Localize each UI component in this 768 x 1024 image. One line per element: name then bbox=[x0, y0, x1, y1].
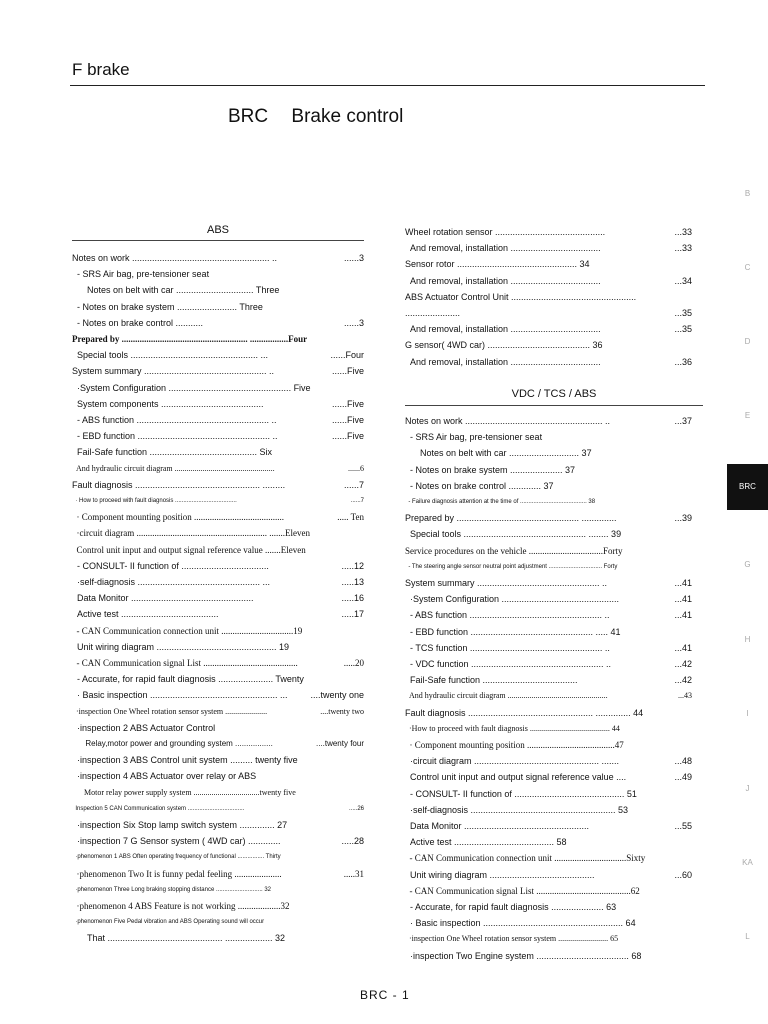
toc-entry-text: G sensor( 4WD car) ......................................... 36 bbox=[405, 340, 603, 351]
toc-entry bbox=[405, 868, 692, 882]
toc-entry-page: ...41 bbox=[674, 594, 692, 605]
toc-entry bbox=[405, 738, 692, 752]
toc-entry bbox=[72, 381, 364, 395]
toc-entry bbox=[72, 705, 364, 719]
toc-entry bbox=[72, 818, 364, 832]
toc-entry bbox=[405, 241, 692, 255]
toc-entry bbox=[405, 722, 692, 736]
toc-entry bbox=[72, 494, 364, 508]
right-heading: VDC / TCS / ABS bbox=[511, 388, 597, 400]
toc-entry-page: ...48 bbox=[674, 756, 692, 767]
toc-entry-text: And removal, installation .................................... bbox=[405, 324, 601, 335]
toc-entry bbox=[405, 306, 692, 320]
toc-entry bbox=[405, 657, 692, 671]
toc-entry-text: - CAN Communication connection unit ................................Sixty bbox=[405, 853, 646, 864]
toc-entry bbox=[405, 916, 692, 930]
side-tab-c[interactable]: C bbox=[744, 263, 751, 272]
section-title: F brake bbox=[72, 60, 130, 79]
toc-entry bbox=[405, 463, 692, 477]
toc-entry bbox=[72, 753, 364, 767]
toc-entry-text: Active test ....................................... bbox=[72, 609, 219, 620]
toc-entry bbox=[72, 721, 364, 735]
toc-entry bbox=[72, 543, 364, 557]
toc-entry-text: Sensor rotor ................................................ 34 bbox=[405, 259, 590, 270]
toc-entry bbox=[72, 251, 364, 265]
toc-entry bbox=[405, 689, 692, 703]
toc-entry-text: · Component mounting position ........................................ bbox=[72, 512, 285, 523]
toc-entry-text: · Basic inspection ........................................................ 64 bbox=[405, 918, 636, 929]
toc-entry bbox=[405, 446, 692, 460]
toc-entry bbox=[405, 608, 692, 622]
toc-entry-text: ·inspection One Wheel rotation sensor system ......................... 65 bbox=[405, 934, 619, 944]
toc-entry-page: .....16 bbox=[341, 593, 364, 604]
toc-entry-text: - Accurate, for rapid fault diagnosis ...................... Twenty bbox=[72, 674, 304, 685]
toc-entry bbox=[72, 332, 364, 346]
toc-entry-text: Active test ........................................ 58 bbox=[405, 837, 567, 848]
toc-entry bbox=[405, 625, 692, 639]
toc-entry-text: ·inspection 3 ABS Control unit system ......... twenty five bbox=[72, 755, 298, 766]
toc-entry-text: ·inspection Six Stop lamp switch system .............. 27 bbox=[72, 820, 288, 830]
toc-entry-page: ...35 bbox=[674, 308, 692, 318]
toc-entry bbox=[405, 884, 692, 898]
toc-entry-text: · How to proceed with fault diagnosis ..................................... bbox=[72, 498, 237, 504]
toc-entry-page: ..... Ten bbox=[337, 512, 364, 523]
toc-entry bbox=[72, 899, 364, 913]
toc-entry-text: Notes on belt with car ............................ 37 bbox=[405, 448, 592, 459]
toc-entry-text: - ABS function ..................................................... .. bbox=[72, 415, 277, 425]
toc-entry-text: ·How to proceed with fault diagnosis ........................................ 44 bbox=[405, 723, 620, 733]
toc-entry-text: - EBD function ..................................................... .. bbox=[72, 431, 278, 442]
toc-entry-text: - Failure diagnosis attention at the time of ........................................ 38 bbox=[405, 499, 596, 505]
toc-entry-text: Control unit input and output signal reference value .......Eleven bbox=[72, 544, 306, 555]
toc-entry-text: Data Monitor .................................................. bbox=[405, 821, 590, 831]
toc-entry-page: .....28 bbox=[341, 836, 364, 847]
toc-entry bbox=[72, 786, 364, 800]
toc-entry bbox=[405, 544, 692, 558]
toc-entry-text: ·phenomenon 1 ABS Often operating frequency of functional ................ Thirty bbox=[72, 854, 281, 861]
toc-entry-page: ...34 bbox=[674, 275, 692, 286]
toc-entry-text: Inspection 5 CAN Communication system .................................. bbox=[72, 805, 245, 812]
toc-entry-page: ...49 bbox=[674, 772, 692, 783]
toc-entry-text: ·self-diagnosis .......................................................... 53 bbox=[405, 804, 629, 815]
toc-entry bbox=[405, 290, 692, 304]
toc-entry bbox=[405, 949, 692, 963]
toc-entry bbox=[72, 656, 364, 670]
toc-entry-text: And hydraulic circuit diagram .................................................. bbox=[405, 691, 608, 701]
toc-entry bbox=[405, 274, 692, 288]
toc-entry bbox=[72, 478, 364, 492]
toc-entry bbox=[72, 526, 364, 540]
toc-entry bbox=[72, 413, 364, 427]
toc-entry-text: Prepared by ........................................................ .................Four bbox=[72, 334, 308, 344]
side-tab-g[interactable]: G bbox=[744, 560, 751, 569]
toc-entry bbox=[72, 883, 364, 897]
toc-entry-page: ......Five bbox=[331, 415, 364, 425]
toc-entry-page: .....13 bbox=[341, 577, 364, 587]
toc-entry bbox=[405, 706, 692, 720]
toc-entry bbox=[72, 397, 364, 411]
toc-entry bbox=[405, 527, 692, 541]
toc-entry-text: ABS Actuator Control Unit .................................................. bbox=[405, 291, 637, 302]
toc-entry-page: ......7 bbox=[343, 479, 364, 490]
side-tab-i[interactable]: I bbox=[746, 709, 749, 718]
toc-entry bbox=[405, 787, 692, 801]
toc-entry-text: That .............................................. ................... 32 bbox=[72, 933, 286, 944]
toc-entry-text: ·inspection 4 ABS Actuator over relay or ABS bbox=[72, 771, 257, 782]
toc-entry bbox=[72, 559, 364, 573]
toc-entry bbox=[405, 851, 692, 865]
toc-entry bbox=[72, 575, 364, 589]
toc-entry bbox=[405, 495, 692, 509]
toc-entry-text: ·inspection One Wheel rotation sensor system ..................... bbox=[72, 706, 268, 716]
toc-entry-page: ...35 bbox=[674, 324, 692, 335]
toc-entry-page: .....12 bbox=[341, 560, 364, 571]
toc-entry bbox=[405, 770, 692, 784]
toc-entry-text: Special tools ................................................. ........ 39 bbox=[405, 529, 622, 540]
toc-entry-text: - Accurate, for rapid fault diagnosis ..................... 63 bbox=[405, 902, 617, 912]
toc-entry-page: .....20 bbox=[343, 658, 364, 668]
side-tab-j[interactable]: J bbox=[745, 784, 750, 793]
toc-entry bbox=[72, 769, 364, 783]
toc-entry-page: ...41 bbox=[674, 578, 692, 588]
toc-entry bbox=[72, 931, 364, 945]
toc-entry-page: ...43 bbox=[678, 691, 692, 701]
toc-entry-page: ......3 bbox=[343, 317, 364, 328]
toc-entry bbox=[72, 462, 364, 476]
toc-entry bbox=[72, 640, 364, 654]
toc-entry bbox=[405, 641, 692, 655]
toc-entry bbox=[405, 414, 692, 428]
toc-entry bbox=[72, 850, 364, 864]
toc-entry bbox=[72, 283, 364, 297]
toc-entry-text: - VDC function ..................................................... .. bbox=[405, 659, 612, 669]
toc-entry-text: Control unit input and output signal reference value .... bbox=[405, 772, 627, 783]
toc-entry-text: - Notes on brake system ........................ Three bbox=[72, 301, 263, 312]
toc-entry-text: - Notes on brake control ........... bbox=[72, 317, 204, 328]
toc-entry bbox=[405, 819, 692, 833]
toc-entry-page: ...41 bbox=[674, 610, 692, 621]
toc-entry-text: ·circuit diagram .................................................. ....... bbox=[405, 756, 620, 767]
toc-entry-page: .....26 bbox=[348, 805, 364, 812]
toc-entry-page: ...39 bbox=[674, 513, 692, 524]
toc-entry-page: ......3 bbox=[343, 253, 364, 263]
toc-entry-page: .....17 bbox=[341, 609, 364, 620]
toc-entry bbox=[72, 364, 364, 378]
toc-entry-text: ·phenomenon Two It is funny pedal feeling ..................... bbox=[72, 868, 282, 879]
toc-entry bbox=[72, 429, 364, 443]
toc-entry-text: Fault diagnosis .................................................. ......... bbox=[72, 479, 286, 490]
toc-entry-text: · Basic inspection ................................................... ... bbox=[72, 690, 288, 701]
toc-entry-text: ·phenomenon 4 ABS Feature is not working ...................32 bbox=[72, 901, 290, 911]
toc-entry-text: ·inspection 7 G Sensor system ( 4WD car) ............. bbox=[72, 836, 281, 847]
toc-entry-text: - The steering angle sensor neutral point adjustment ................................ Forty bbox=[405, 563, 618, 570]
toc-entry-text: Unit wiring diagram ................................................ 19 bbox=[72, 641, 290, 652]
toc-entry bbox=[72, 267, 364, 281]
toc-entry-page: ...33 bbox=[674, 227, 692, 237]
toc-entry bbox=[405, 932, 692, 946]
toc-entry-text: - Notes on brake system ..................... 37 bbox=[405, 464, 576, 475]
toc-entry-text: ·phenomenon Five Pedal vibration and ABS Operating sound will occur bbox=[72, 919, 265, 926]
toc-entry-text: - EBD function ................................................. ..... 41 bbox=[405, 626, 621, 637]
toc-entry-text: ·inspection 2 ABS Actuator Control bbox=[72, 722, 216, 733]
toc-entry-page: ....twenty four bbox=[315, 739, 364, 748]
toc-entry bbox=[72, 591, 364, 605]
toc-entry bbox=[405, 576, 692, 590]
toc-entry-page: .....31 bbox=[343, 868, 364, 879]
page-number: BRC - 1 bbox=[360, 988, 410, 1002]
toc-entry bbox=[72, 834, 364, 848]
toc-entry-text: Prepared by ................................................. .............. bbox=[405, 513, 617, 524]
toc-entry-text: Wheel rotation sensor ............................................ bbox=[405, 227, 606, 237]
toc-entry-text: ·inspection Two Engine system ..................................... 68 bbox=[405, 950, 642, 961]
toc-entry bbox=[72, 348, 364, 362]
toc-entry bbox=[405, 673, 692, 687]
toc-entry bbox=[72, 510, 364, 524]
toc-entry-text: - CONSULT- II function of ................................... bbox=[72, 560, 269, 571]
toc-entry-text: - CAN Communication signal List ..........................................62 bbox=[405, 885, 640, 896]
toc-entry-text: Motor relay power supply system .................................twenty five bbox=[72, 787, 296, 797]
toc-entry-text: Special tools ................................................... ... bbox=[72, 350, 269, 361]
toc-entry-page: ....twenty two bbox=[320, 706, 364, 716]
toc-entry-text: ·System Configuration ................................................. Five bbox=[72, 382, 311, 393]
toc-entry bbox=[72, 300, 364, 314]
toc-entry-text: System components ......................................... bbox=[72, 398, 264, 409]
toc-entry-text: - ABS function ..................................................... .. bbox=[405, 610, 610, 621]
side-tab-ka[interactable]: KA bbox=[742, 858, 753, 867]
toc-entry bbox=[72, 316, 364, 330]
toc-entry-text: Service procedures on the vehicle .................................Forty bbox=[405, 545, 623, 556]
toc-entry-text: Fault diagnosis .................................................. .............. 44 bbox=[405, 707, 644, 718]
toc-entry bbox=[72, 445, 364, 459]
toc-entry bbox=[72, 624, 364, 638]
toc-entry-text: ·circuit diagram .......................................................... .......Eleven bbox=[72, 528, 310, 539]
toc-entry bbox=[405, 479, 692, 493]
toc-entry-page: ...42 bbox=[674, 659, 692, 669]
side-tab-e[interactable]: E bbox=[744, 411, 751, 420]
toc-entry bbox=[72, 867, 364, 881]
toc-entry-text: And removal, installation .................................... bbox=[405, 356, 601, 367]
toc-entry-text: Data Monitor ................................................. bbox=[72, 593, 254, 604]
toc-entry-text: Notes on work ....................................................... .. bbox=[72, 253, 278, 263]
toc-entry-text: - CONSULT- II function of ............................................ 51 bbox=[405, 788, 637, 799]
toc-entry bbox=[72, 688, 364, 702]
toc-entry-text: Fail-Safe function ...................................... bbox=[405, 675, 578, 686]
toc-entry bbox=[72, 737, 364, 751]
toc-entry-page: ......Five bbox=[331, 431, 364, 442]
toc-entry-text: System summary ................................................. .. bbox=[72, 366, 275, 377]
toc-entry-page: ......Five bbox=[331, 366, 364, 377]
toc-entry-page: ......6 bbox=[348, 463, 364, 473]
side-tab-h[interactable]: H bbox=[744, 635, 751, 644]
toc-entry bbox=[72, 802, 364, 816]
toc-entry-page: ...55 bbox=[674, 821, 692, 831]
toc-entry-text: Relay,motor power and grounding system ................. bbox=[72, 739, 273, 748]
toc-entry-text: Notes on belt with car ............................... Three bbox=[72, 285, 280, 296]
toc-entry-page: ...37 bbox=[674, 416, 692, 426]
toc-entry-text: ...................... bbox=[405, 308, 461, 318]
toc-entry bbox=[405, 754, 692, 768]
toc-entry-text: - SRS Air bag, pre-tensioner seat bbox=[405, 432, 543, 443]
left-heading-rule bbox=[72, 240, 364, 241]
toc-entry-page: ...42 bbox=[674, 675, 692, 686]
toc-entry-page: ...41 bbox=[674, 642, 692, 653]
toc-entry-text: And removal, installation .................................... bbox=[405, 275, 601, 286]
toc-entry-text: - SRS Air bag, pre-tensioner seat bbox=[72, 269, 210, 280]
toc-entry-page: ...33 bbox=[674, 243, 692, 254]
toc-entry bbox=[405, 355, 692, 369]
left-heading: ABS bbox=[206, 224, 229, 236]
side-tab-brc[interactable]: BRC bbox=[727, 464, 768, 510]
toc-entry-page: ......7 bbox=[350, 498, 364, 504]
toc-entry-page: ....twenty one bbox=[310, 690, 364, 701]
toc-entry-text: - CAN Communication connection unit ................................19 bbox=[72, 625, 303, 636]
toc-entry-text: - TCS function ..................................................... .. bbox=[405, 642, 610, 653]
toc-entry-text: · Component mounting position .......................................47 bbox=[405, 740, 624, 750]
side-tab-d[interactable]: D bbox=[744, 337, 751, 346]
toc-entry bbox=[405, 322, 692, 336]
toc-entry bbox=[405, 225, 692, 239]
toc-entry-text: ·System Configuration ............................................... bbox=[405, 594, 620, 605]
toc-entry bbox=[405, 257, 692, 271]
toc-entry bbox=[405, 511, 692, 525]
toc-entry bbox=[405, 592, 692, 606]
toc-entry bbox=[405, 803, 692, 817]
document-code: BRC bbox=[228, 106, 269, 127]
toc-entry bbox=[405, 835, 692, 849]
title-rule bbox=[70, 85, 705, 86]
toc-entry-page: ......Five bbox=[331, 398, 364, 409]
toc-entry-text: Fail-Safe function ........................................... Six bbox=[72, 447, 273, 458]
toc-entry-page: ...60 bbox=[674, 869, 692, 880]
toc-entry bbox=[72, 607, 364, 621]
toc-entry-text: - CAN Communication signal List .......................................... bbox=[72, 658, 298, 668]
toc-entry-text: ·self-diagnosis ................................................. ... bbox=[72, 577, 271, 587]
toc-entry-text: ·phenomenon Three Long braking stopping distance ............................ 32 bbox=[72, 886, 272, 893]
toc-entry bbox=[405, 900, 692, 914]
toc-entry-text: - Notes on brake control ............. 37 bbox=[405, 480, 554, 491]
right-heading-rule bbox=[405, 405, 703, 406]
toc-entry-text: Notes on work ....................................................... .. bbox=[405, 416, 611, 426]
toc-entry bbox=[72, 915, 364, 929]
toc-entry bbox=[72, 672, 364, 686]
toc-entry-text: Unit wiring diagram .......................................... bbox=[405, 869, 595, 880]
toc-entry bbox=[405, 338, 692, 352]
side-tab-l[interactable]: L bbox=[745, 932, 750, 941]
toc-entry bbox=[405, 430, 692, 444]
toc-entry-page: ......Four bbox=[330, 350, 364, 361]
toc-entry bbox=[405, 560, 692, 574]
side-tab-b[interactable]: B bbox=[744, 189, 751, 198]
document-title-text: Brake control bbox=[291, 106, 404, 127]
toc-entry-text: And removal, installation .................................... bbox=[405, 243, 601, 254]
document-title bbox=[228, 106, 403, 128]
toc-entry-text: System summary ................................................. .. bbox=[405, 578, 608, 588]
toc-entry-page: ...36 bbox=[674, 356, 692, 367]
toc-entry-text: And hydraulic circuit diagram .................................................. bbox=[72, 463, 275, 473]
